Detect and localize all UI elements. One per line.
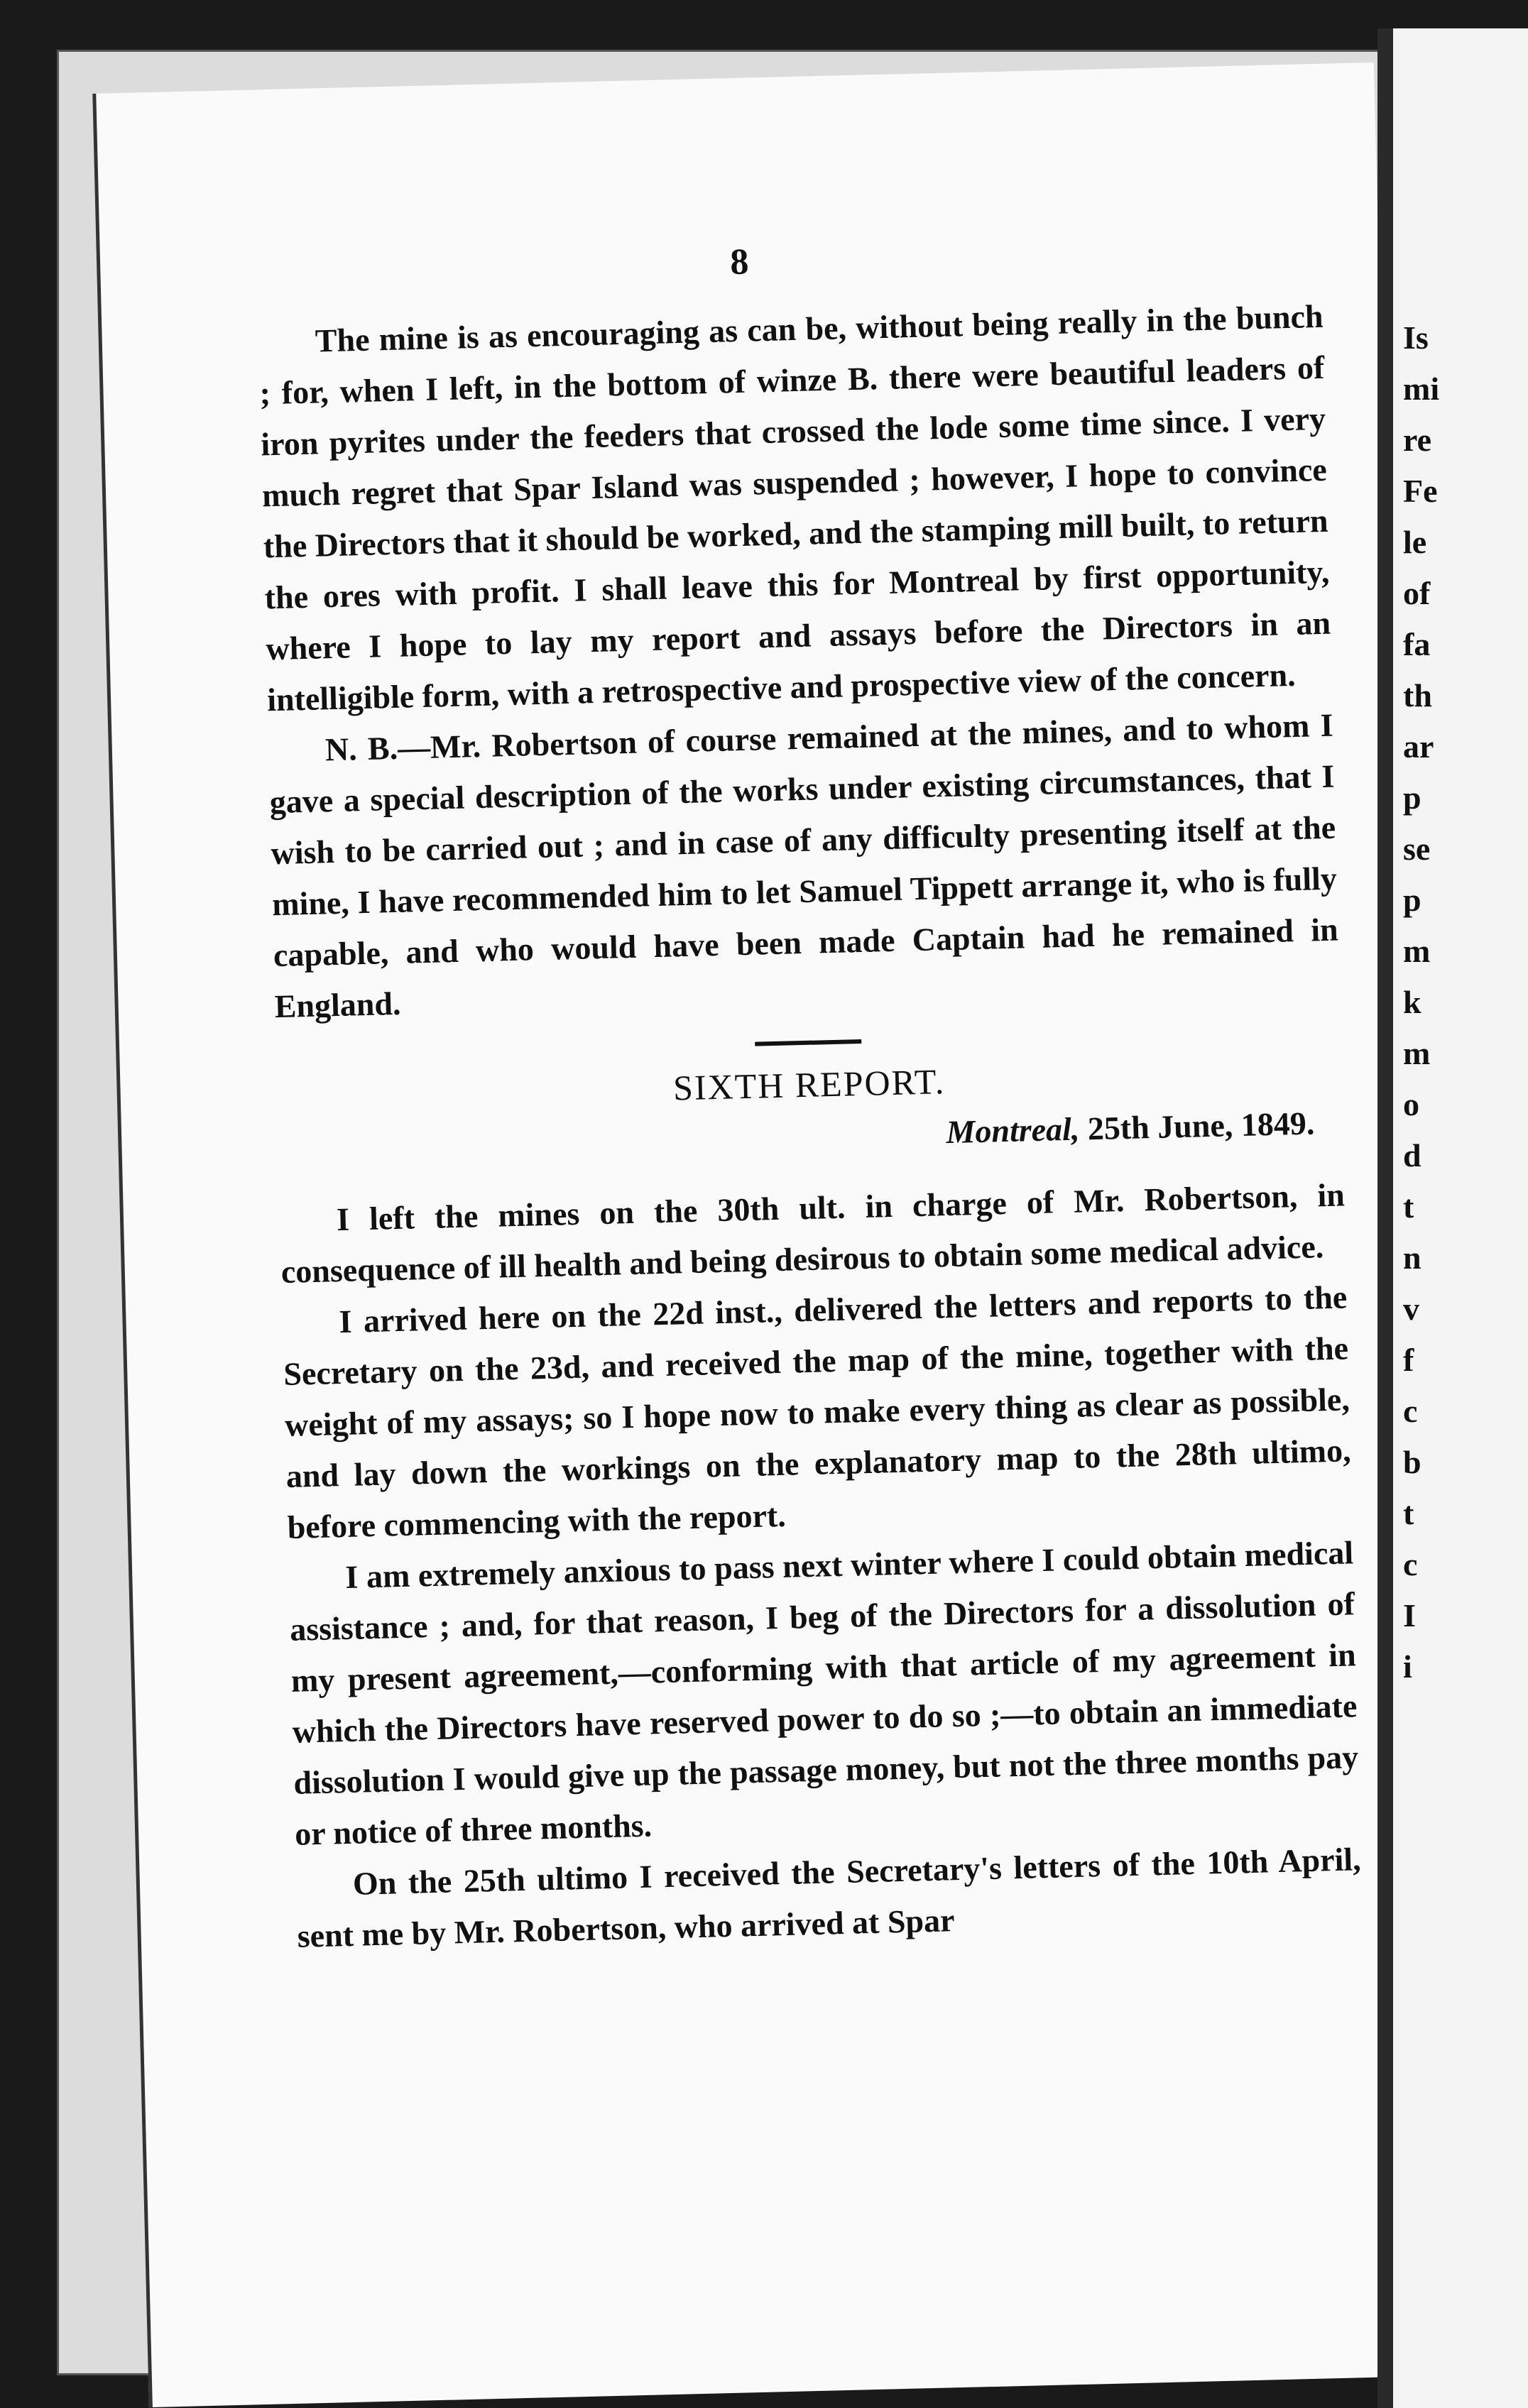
facing-fragment: c — [1403, 1546, 1418, 1582]
paragraph-left-mines: I left the mines on the 30th ult. in charge of Mr. Robertson, in consequence of ill health and being desirous to obtain some medical advice. — [280, 1176, 1346, 1291]
facing-fragment: t — [1403, 1495, 1414, 1531]
facing-fragment: fa — [1403, 626, 1431, 662]
facing-fragment: Is — [1403, 319, 1429, 356]
section-divider — [755, 1039, 861, 1046]
facing-fragment: p — [1403, 882, 1421, 918]
book-page — [92, 62, 1430, 2407]
facing-page — [1393, 28, 1528, 2408]
facing-fragment: t — [1403, 1188, 1414, 1225]
dateline-date: 25th June, 1849. — [1087, 1105, 1315, 1147]
facing-fragment: m — [1403, 1035, 1431, 1071]
page-body — [258, 291, 1363, 1962]
facing-fragment: m — [1403, 933, 1431, 969]
dateline-place: Montreal, — [945, 1110, 1080, 1151]
facing-fragment: mi — [1403, 371, 1440, 407]
book-gutter — [1377, 28, 1393, 2408]
paragraph-letters-received: On the 25th ultimo I received the Secretary's letters of the 10th April, sent me by Mr. Robertson, who arrived at Spar — [297, 1841, 1362, 1954]
facing-fragment: of — [1403, 575, 1431, 611]
facing-fragment: p — [1403, 779, 1421, 816]
paragraph-anxious: I am extremely anxious to pass next winter where I could obtain medical assistance ; and, for that reason, I beg of the Directors for a dissolution of my present agreement,—conforming with that article of my agreement in which the Directors have reserved power to do so ;—to obtain an immediate dissolution I would give up the passage money, but not the three months pay or notice of three months. — [289, 1534, 1359, 1852]
facing-fragment: o — [1403, 1086, 1419, 1122]
facing-fragment: f — [1403, 1342, 1414, 1378]
page-number: 8 — [729, 241, 750, 283]
section-heading: SIXTH REPORT. — [672, 1061, 946, 1108]
facing-fragment: v — [1403, 1291, 1419, 1327]
facing-fragment: b — [1403, 1444, 1421, 1480]
paragraph-nota-bene: N. B.—Mr. Robertson of course remained at the mines, and to whom I gave a special description of the works under existing circumstances, that I wish to be carried out ; and in case of any difficulty presenting itself at the mine, I have recommended him to let Samuel Tippett arrange it, who is fully capable, and who would have been made Captain had he remained in England. — [269, 706, 1339, 1025]
facing-fragment: i — [1403, 1648, 1412, 1685]
facing-fragment: th — [1403, 677, 1432, 713]
facing-fragment: re — [1403, 422, 1432, 458]
facing-fragment: I — [1403, 1597, 1416, 1633]
facing-fragment: n — [1403, 1239, 1421, 1276]
facing-fragment: k — [1403, 984, 1421, 1020]
facing-fragment: ar — [1403, 728, 1434, 765]
paragraph-arrived-here: I arrived here on the 22d inst., delivered the letters and reports to the Secretary on the 23d, and received the map of the mine, together with the weight of my assays; so I hope now to make every thing as clear as possible, and lay down the workings on the explanatory map to the 28th ultimo, before commencing with the report. — [283, 1279, 1352, 1545]
facing-fragment: se — [1403, 831, 1431, 867]
facing-fragment: d — [1403, 1137, 1421, 1173]
facing-fragment: le — [1403, 524, 1427, 560]
facing-fragment: Fe — [1403, 473, 1438, 509]
paragraph-mine-encouraging: The mine is as encouraging as can be, without being really in the bunch ; for, when I left, in the bottom of winze B. there were beautiful leaders of iron pyrites under the feeders that crossed the lode some time since. I very much regret that Spar Island was suspended ; however, I hope to convince the Directors that it should be worked, and the stamping mill built, to return the ores with profit. I shall leave this for Montreal by first opportunity, where I hope to lay my report and assays before the Directors in an intelligible form, with a retrospective and prospective view of the concern. — [259, 297, 1331, 718]
facing-fragment: c — [1403, 1393, 1418, 1429]
